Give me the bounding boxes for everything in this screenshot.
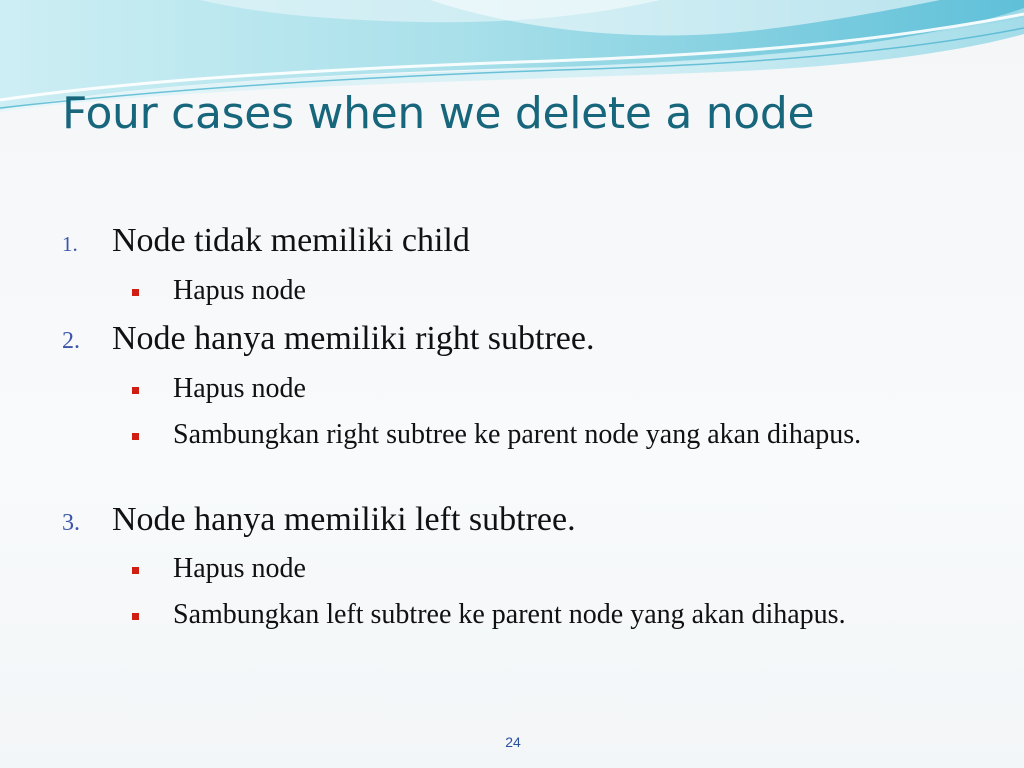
list-item-text: Node hanya memiliki left subtree. [112, 501, 576, 538]
square-bullet-icon [132, 567, 139, 574]
list-item-text: Node hanya memiliki right subtree. [112, 320, 595, 357]
square-bullet-icon [132, 433, 139, 440]
slide-title: Four cases when we delete a node [62, 88, 815, 139]
sub-item-text: Hapus node [173, 553, 306, 584]
sub-item-text: Sambungkan left subtree ke parent node yang akan dihapus. [173, 599, 846, 630]
sub-item-text: Hapus node [173, 373, 306, 404]
sub-item-text: Sambungkan right subtree ke parent node yang akan dihapus. [173, 419, 862, 450]
list-item-text: Node tidak memiliki child [112, 222, 470, 259]
list-number: 2. [62, 328, 80, 354]
page-number: 24 [505, 734, 521, 750]
list-number: 1. [62, 232, 78, 256]
square-bullet-icon [132, 289, 139, 296]
square-bullet-icon [132, 613, 139, 620]
list-number: 3. [62, 510, 80, 536]
sub-item-text: Hapus node [173, 275, 306, 306]
square-bullet-icon [132, 387, 139, 394]
